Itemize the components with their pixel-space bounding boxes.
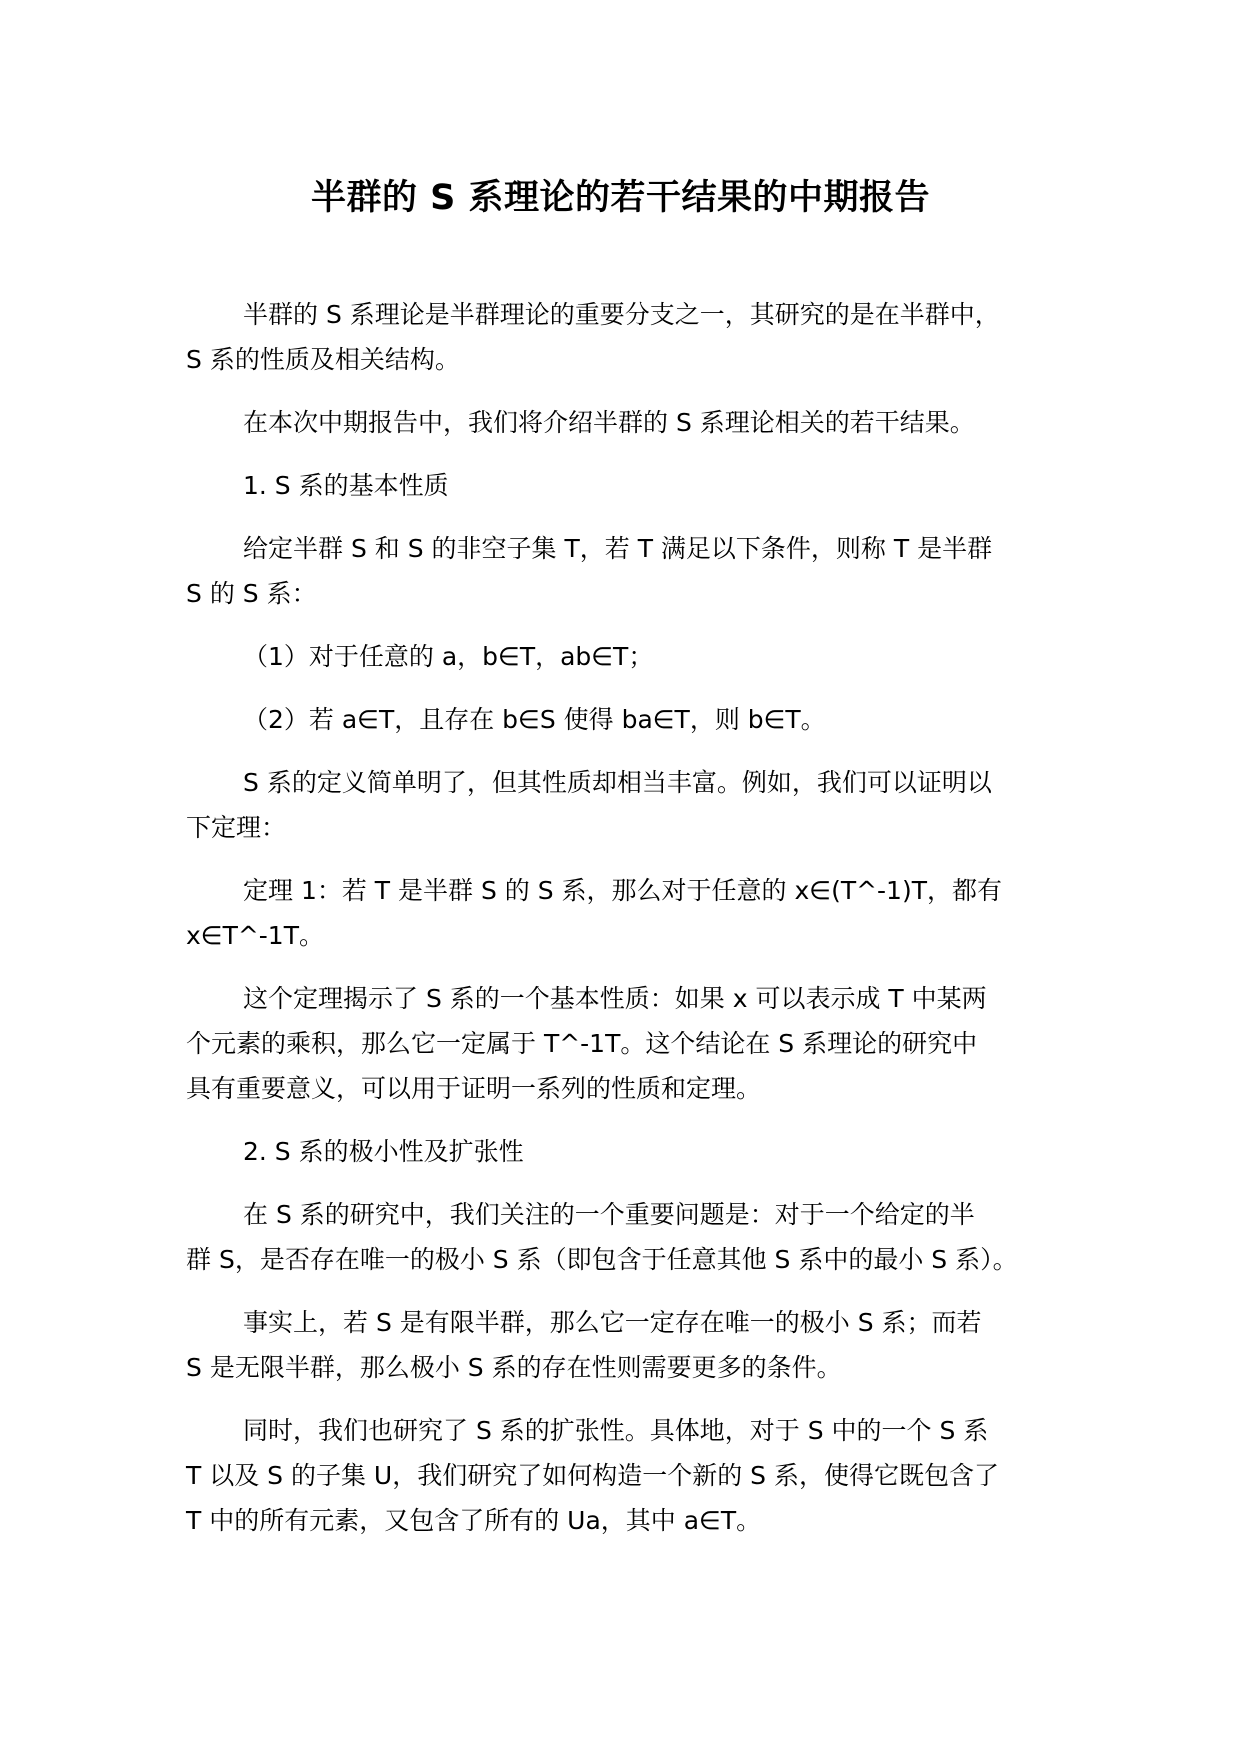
paragraph-line: S 的 S 系： [186, 579, 317, 608]
paragraph [186, 697, 1081, 742]
paragraph-line: 具有重要意义，可以用于证明一系列的性质和定理。 [186, 1074, 762, 1103]
paragraph [186, 526, 1081, 616]
paragraph-line: S 系的性质及相关结构。 [186, 345, 460, 374]
paragraph [186, 1300, 1081, 1390]
paragraph [186, 1408, 1081, 1543]
paragraph-line: x∈T^-1T。 [186, 921, 324, 950]
paragraph-line: T 以及 S 的子集 U，我们研究了如何构造一个新的 S 系，使得它既包含了 [186, 1461, 999, 1490]
paragraph-line: 个元素的乘积，那么它一定属于 T^-1T。这个结论在 S 系理论的研究中 [186, 1029, 978, 1058]
paragraph-line: （2）若 a∈T，且存在 b∈S 使得 ba∈T，则 b∈T。 [243, 705, 826, 734]
paragraph-line: 给定半群 S 和 S 的非空子集 T，若 T 满足以下条件，则称 T 是半群 [243, 534, 993, 563]
paragraph-line: 这个定理揭示了 S 系的一个基本性质：如果 x 可以表示成 T 中某两 [243, 984, 987, 1013]
paragraph [186, 1129, 1081, 1174]
paragraph-line: 同时，我们也研究了 S 系的扩张性。具体地，对于 S 中的一个 S 系 [243, 1416, 989, 1445]
paragraph [186, 976, 1081, 1111]
paragraph-line: （1）对于任意的 a，b∈T，ab∈T； [243, 642, 654, 671]
paragraph-line: 在 S 系的研究中，我们关注的一个重要问题是：对于一个给定的半 [243, 1200, 975, 1229]
paragraph-line: 在本次中期报告中，我们将介绍半群的 S 系理论相关的若干结果。 [243, 408, 975, 437]
paragraph-line: 事实上，若 S 是有限半群，那么它一定存在唯一的极小 S 系；而若 [243, 1308, 982, 1337]
paragraph-line: 半群的 S 系理论是半群理论的重要分支之一，其研究的是在半群中， [243, 300, 1000, 329]
paragraph [186, 868, 1081, 958]
paragraph [186, 292, 1081, 382]
paragraph [186, 760, 1081, 850]
paragraph-line: 下定理： [186, 813, 287, 842]
paragraph-line: 2. S 系的极小性及扩张性 [243, 1137, 524, 1166]
paragraph [186, 463, 1081, 508]
paragraph [186, 400, 1081, 445]
paragraph-line: 群 S，是否存在唯一的极小 S 系（即包含于任意其他 S 系中的最小 S 系）。 [186, 1245, 1018, 1274]
paragraph-line: 定理 1：若 T 是半群 S 的 S 系，那么对于任意的 x∈(T^-1)T，都有 [243, 876, 1002, 905]
document-title: 半群的 S 系理论的若干结果的中期报告 [310, 178, 931, 218]
paragraph [186, 1192, 1081, 1282]
paragraph-line: 1. S 系的基本性质 [243, 471, 449, 500]
paragraph-line: S 是无限半群，那么极小 S 系的存在性则需要更多的条件。 [186, 1353, 842, 1382]
paragraph-line: S 系的定义简单明了，但其性质却相当丰富。例如，我们可以证明以 [243, 768, 992, 797]
paragraph [186, 634, 1081, 679]
document-body [186, 292, 1081, 1561]
paragraph-line: T 中的所有元素，又包含了所有的 Ua，其中 a∈T。 [186, 1506, 762, 1535]
